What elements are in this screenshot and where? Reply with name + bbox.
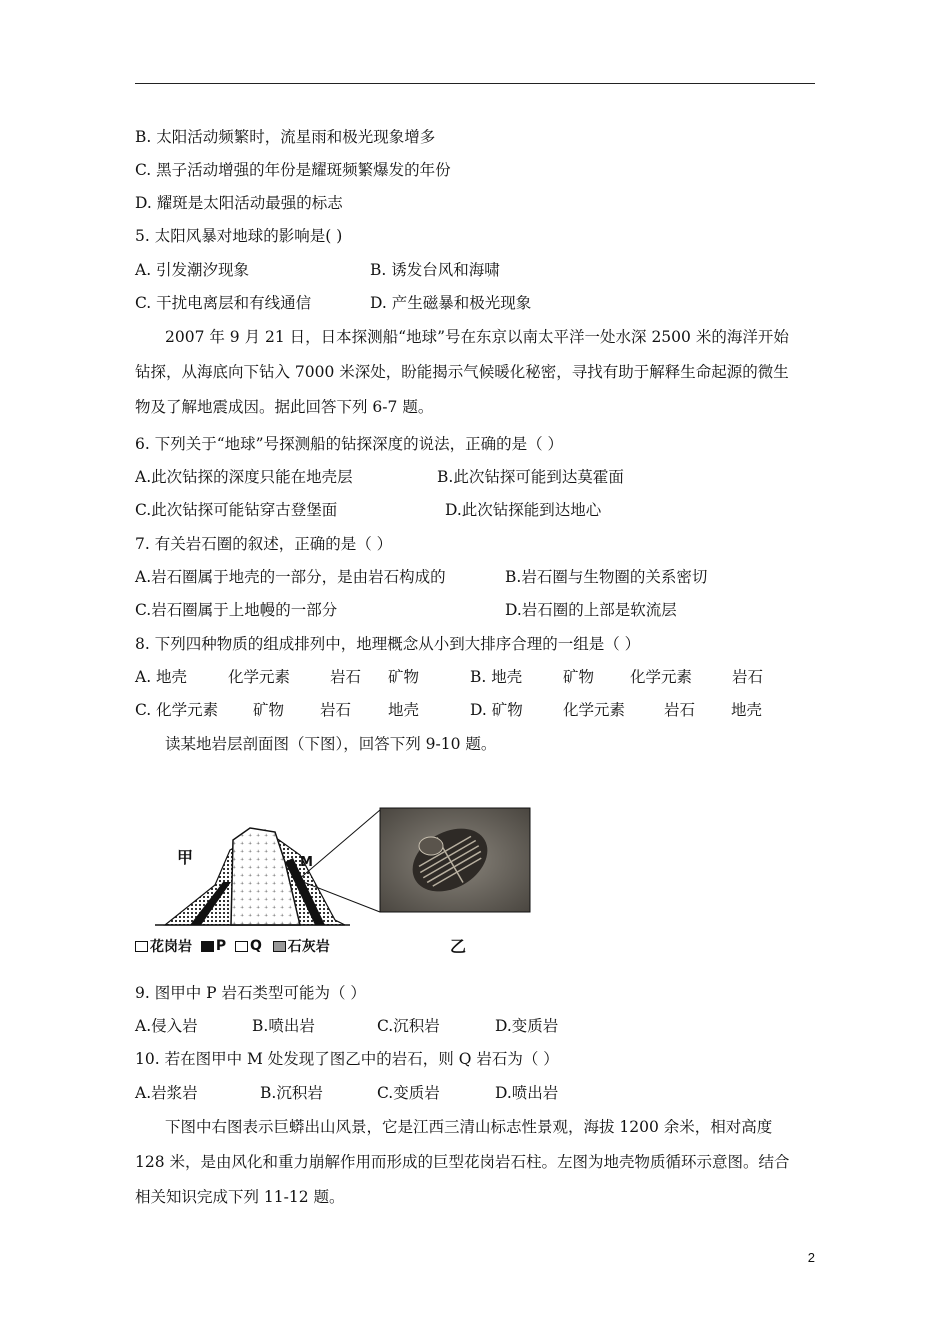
option-8a-item: A. 地壳 [135,668,188,686]
option-8a-item: 岩石 [330,668,362,686]
option-10c: C.变质岩 [377,1084,440,1102]
option-7d: D.岩石圈的上部是软流层 [505,601,677,619]
option-5a: A. 引发潮汐现象 [135,261,250,279]
option-4b: B. 太阳活动频繁时，流星雨和极光现象增多 [135,128,436,146]
option-6a: A.此次钻探的深度只能在地壳层 [135,468,353,486]
passage-1-line-2: 钻探，从海底向下钻入 7000 米深处，盼能揭示气候暖化秘密，寻找有助于解释生命起源的微生 [135,363,789,381]
option-9d: D.变质岩 [495,1017,559,1035]
option-6b: B.此次钻探可能到达莫霍面 [437,468,624,486]
option-8d-item: 地壳 [731,701,763,719]
strata-diagram [135,800,535,935]
option-6d: D.此次钻探能到达地心 [445,501,602,519]
question-9: 9. 图甲中 P 岩石类型可能为（ ） [135,984,366,1002]
limestone-swatch [273,941,286,952]
option-8b-item: 矿物 [563,668,595,686]
option-8a-item: 矿物 [388,668,420,686]
passage-1-line-3: 物及了解地震成因。据此回答下列 6-7 题。 [135,398,434,416]
option-5b: B. 诱发台风和海啸 [370,261,500,279]
option-4d: D. 耀斑是太阳活动最强的标志 [135,194,343,212]
option-10d: D.喷出岩 [495,1084,559,1102]
passage-3-line-3: 相关知识完成下列 11-12 题。 [135,1188,345,1206]
passage-3-line-1: 下图中右图表示巨蟒出山风景，它是江西三清山标志性景观，海拔 1200 余米，相对高度 [165,1118,773,1136]
figure-legend [135,936,330,956]
legend-limestone: 石灰岩 [287,939,330,955]
p-swatch [201,941,214,952]
label-jia: 甲 [177,848,194,867]
passage-1-line-1: 2007 年 9 月 21 日，日本探测船“地球”号在东京以南太平洋一处水深 2500 米的海洋开始 [165,328,789,346]
option-7c: C.岩石圈属于上地幔的一部分 [135,601,338,619]
question-5: 5. 太阳风暴对地球的影响是( ) [135,227,343,245]
strata-figure [135,800,535,965]
label-m: M [300,855,313,870]
question-6: 6. 下列关于“地球”号探测船的钻探深度的说法，正确的是（ ） [135,435,563,453]
option-8c-item: C. 化学元素 [135,701,219,719]
question-10: 10. 若在图甲中 M 处发现了图乙中的岩石，则 Q 岩石为（ ） [135,1050,559,1068]
option-7a: A.岩石圈属于地壳的一部分，是由岩石构成的 [135,568,446,586]
passage-2: 读某地岩层剖面图（下图），回答下列 9-10 题。 [165,735,497,753]
option-8c-item: 地壳 [388,701,420,719]
legend-granite: 花岗岩 [150,939,192,955]
question-7: 7. 有关岩石圈的叙述，正确的是（ ） [135,535,393,553]
option-9a: A.侵入岩 [135,1017,198,1035]
option-8d-item: D. 矿物 [470,701,523,719]
option-6c: C.此次钻探可能钻穿古登堡面 [135,501,338,519]
passage-3-line-2: 128 米，是由风化和重力崩解作用而形成的巨型花岗岩石柱。左图为地壳物质循环示意图。结合 [135,1153,790,1171]
option-8c-item: 矿物 [253,701,285,719]
option-10b: B.沉积岩 [260,1084,323,1102]
q-swatch [235,941,248,952]
option-9b: B.喷出岩 [252,1017,315,1035]
legend-q: Q [250,938,262,954]
option-8b-item: B. 地壳 [470,668,523,686]
page-number: 2 [807,1250,815,1265]
option-8d-item: 岩石 [664,701,696,719]
option-9c: C.沉积岩 [377,1017,440,1035]
option-5d: D. 产生磁暴和极光现象 [370,294,532,312]
option-8b-item: 化学元素 [630,668,693,686]
option-7b: B.岩石圈与生物圈的关系密切 [505,568,708,586]
legend-p: P [215,938,227,954]
header-rule [135,83,815,84]
question-8: 8. 下列四种物质的组成排列中，地理概念从小到大排序合理的一组是（ ） [135,635,641,653]
option-5c: C. 干扰电离层和有线通信 [135,294,312,312]
option-8b-item: 岩石 [732,668,764,686]
granite-swatch [135,941,148,952]
option-4c: C. 黑子活动增强的年份是耀斑频繁爆发的年份 [135,161,451,179]
option-8d-item: 化学元素 [563,701,626,719]
option-10a: A.岩浆岩 [135,1084,198,1102]
option-8c-item: 岩石 [320,701,352,719]
option-8a-item: 化学元素 [228,668,291,686]
label-yi: 乙 [450,937,467,956]
